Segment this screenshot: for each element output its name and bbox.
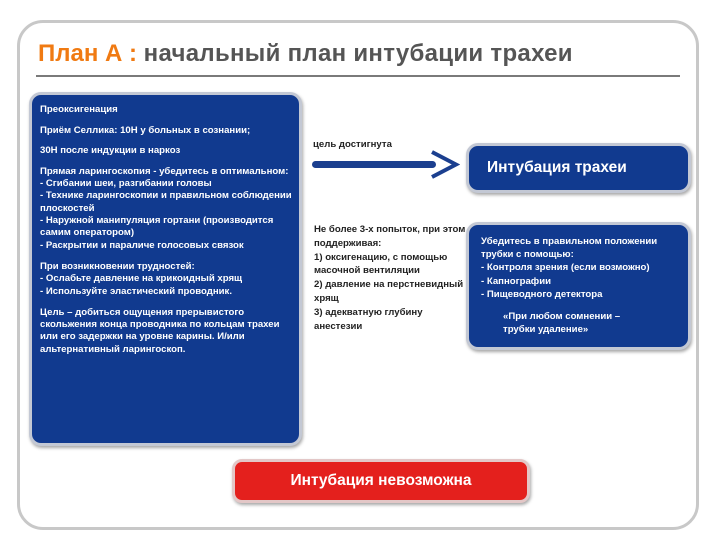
confirmation-box <box>466 222 691 350</box>
step-difficulties: При возникновении трудностей: - Ослабьте давление на крикоидный хрящ - Используйте эластический проводник. <box>40 260 243 297</box>
arrow-icon <box>310 150 460 190</box>
attempts-note: Не более 3-х попыток, при этом поддерживая: 1) оксигенацию, с помощью масочной вентиляции 2) давление на перстневидный хрящ 3) адекватную глубину анестезии <box>314 224 466 332</box>
step-sellick: Приём Селлика: 10Н у больных в сознании; <box>40 125 251 137</box>
arrow-label: цель достигнута <box>313 139 392 150</box>
intubation-label: Интубация трахеи <box>487 159 627 176</box>
step-laryngoscopy: Прямая ларингоскопия - убедитесь в оптимальном: - Сгибании шеи, разгибании головы - Технике ларингоскопии и правильном соблюдении плоскостей - Наружной манипуляция гортани (производится самим оператором) - Раскрытии и параличе голосовых связок <box>40 165 292 251</box>
failed-intubation-label: Интубация невозможна <box>290 472 472 489</box>
step-preoxygenation: Преоксигенация <box>40 104 118 115</box>
title-subtitle: начальный план интубации трахеи <box>143 40 573 67</box>
doubt-rule: «При любом сомнении – трубки удаление» <box>503 311 621 336</box>
intubation-box <box>466 143 691 193</box>
procedure-box <box>29 92 302 446</box>
step-induction: 30Н после индукции в наркоз <box>40 144 181 156</box>
confirmation-text: Убедитесь в правильном положении трубки с помощью: - Контроля зрения (если возможно) - Капнографии - Пищеводного детектора <box>481 236 658 300</box>
step-goal: Цель – добиться ощущения прерывистого скольжения конца проводника по кольцам трахеи или его задержки на уровне карины. И/или альтернативный ларингоскоп. <box>40 306 280 355</box>
failed-intubation-box <box>232 459 530 503</box>
slide-title <box>38 40 573 68</box>
title-underline <box>36 75 680 77</box>
title-plan: План А : <box>38 40 137 67</box>
